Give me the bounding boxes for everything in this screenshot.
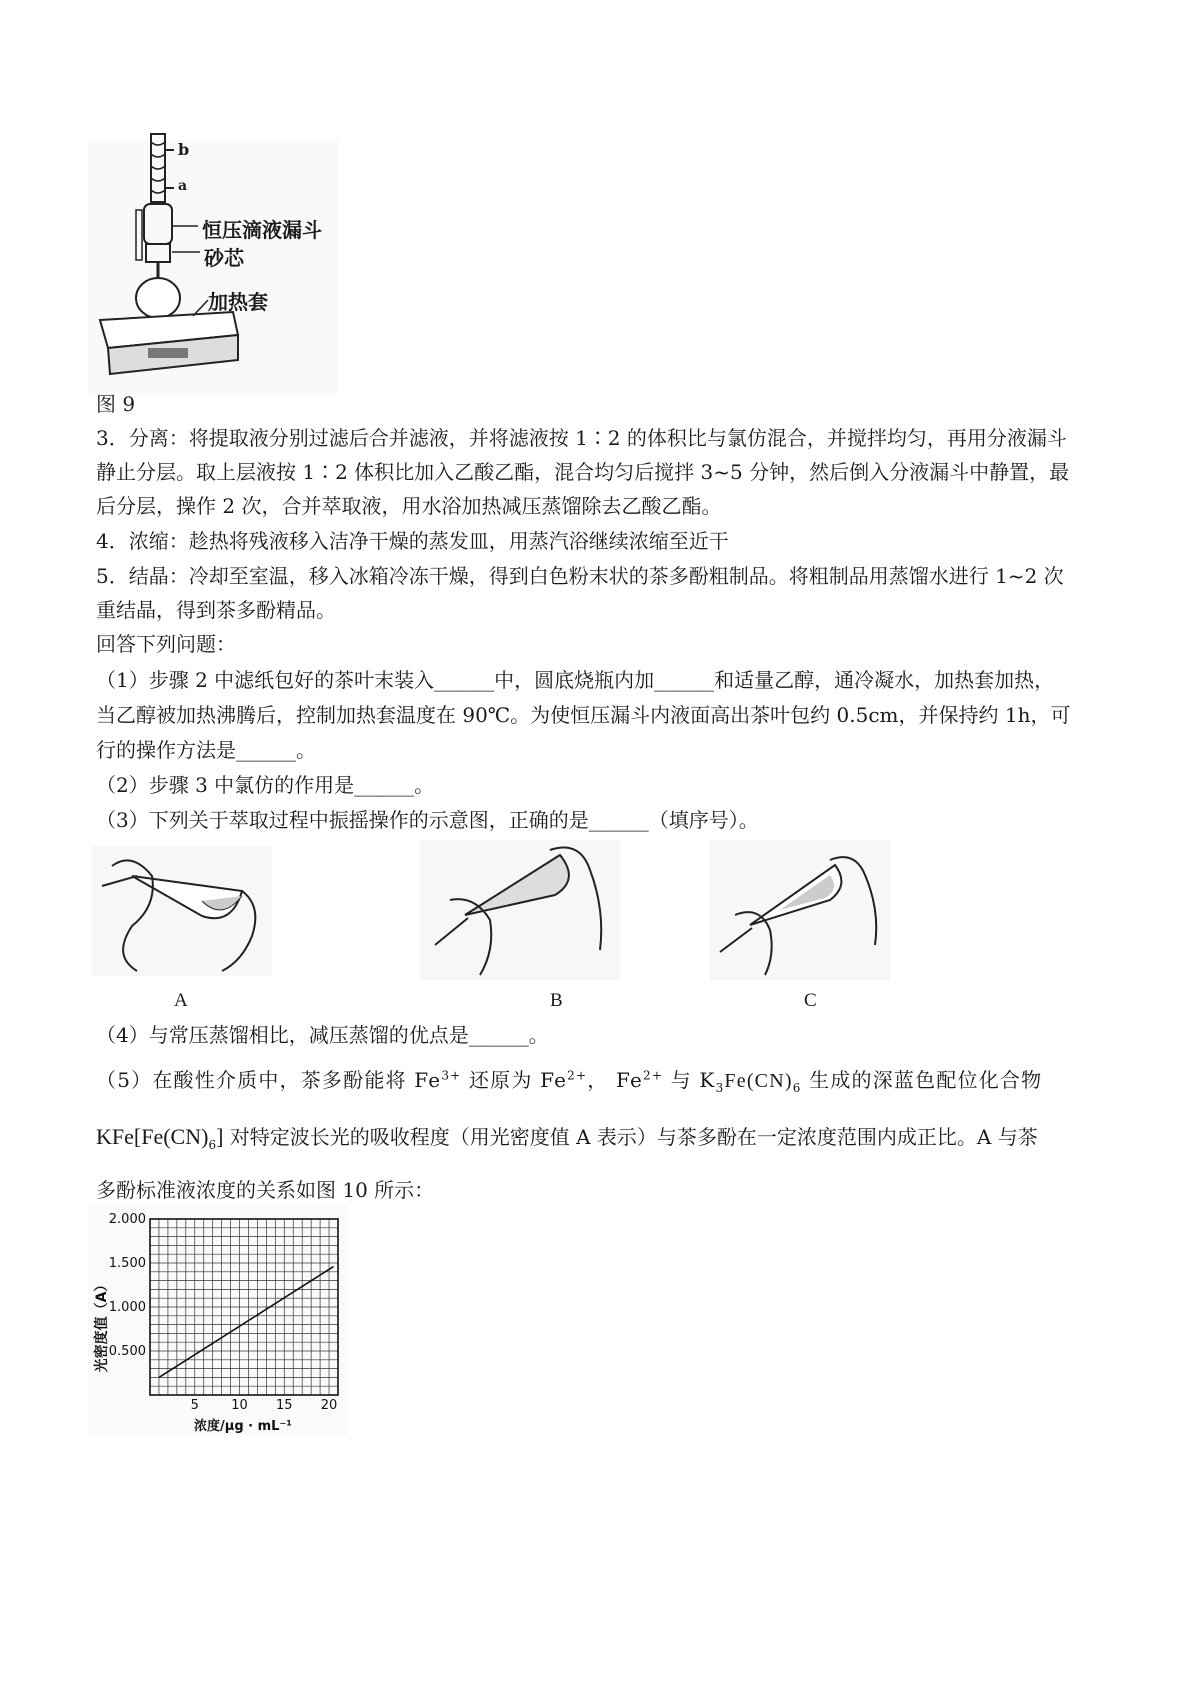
q5-line-2-text: 对特定波长光的吸收程度（用光密度值 A 表示）与茶多酚在一定浓度范围内成正比。A 与茶 — [223, 1125, 1038, 1149]
step-3-line-3: 后分层，操作 2 次，合并萃取液，用水浴加热减压蒸馏除去乙酸乙酯。 — [96, 494, 722, 518]
y-axis-label: 光密度值（A） — [94, 1277, 110, 1373]
complex-subscript: 6 — [208, 1138, 217, 1152]
x-tick-label: 15 — [276, 1398, 293, 1413]
step-4: 4．浓缩：趁热将残液移入洁净干燥的蒸发皿，用蒸汽浴继续浓缩至近干 — [96, 529, 729, 553]
step-3-line-2: 静止分层。取上层液按 1∶2 体积比加入乙酸乙酯，混合均匀后搅拌 3~5 分钟，然后倒入分液漏斗中静置，最 — [96, 460, 1070, 484]
hands-shaking-funnel-c-icon — [710, 840, 890, 980]
fe2-charge-2: 2+ — [643, 1068, 664, 1083]
question-5-line-1 — [96, 1068, 1043, 1095]
label-funnel: 恒压滴液漏斗 — [202, 218, 322, 242]
x-tick-label: 5 — [190, 1398, 199, 1413]
step-3-line-1: 3．分离：将提取液分别过滤后合并滤液，并将滤液按 1∶2 的体积比与氯仿混合，并搅拌均匀，再用分液漏斗 — [96, 426, 1067, 450]
step-5-line-1: 5．结晶：冷却至室温，移入冰箱冷冻干燥，得到白色粉末状的茶多酚粗制品。将粗制品用蒸馏水进行 1~2 次 — [96, 564, 1064, 588]
label-a: a — [178, 178, 188, 194]
figure-10-chart — [88, 1205, 348, 1435]
q5-formula: Fe(CN) — [724, 1070, 793, 1092]
option-a-label: A — [174, 990, 188, 1011]
q5-text-4: 与 K — [663, 1068, 716, 1092]
hands-shaking-funnel-a-icon — [92, 846, 272, 976]
q5-text-3: ， Fe — [587, 1068, 644, 1092]
k-subscript: 3 — [715, 1081, 725, 1095]
question-2: （2）步骤 3 中氯仿的作用是______。 — [96, 773, 435, 797]
apparatus-figure — [88, 130, 343, 400]
question-3: （3）下列关于萃取过程中振摇操作的示意图，正确的是______（填序号）。 — [96, 808, 759, 832]
fe3-charge: 3+ — [441, 1068, 462, 1083]
option-b-figure — [420, 840, 620, 980]
question-5-line-3: 多酚标准液浓度的关系如图 10 所示： — [96, 1178, 435, 1202]
option-c-figure — [710, 840, 890, 980]
label-sand-core: 砂芯 — [204, 246, 244, 270]
chart-svg — [88, 1205, 348, 1435]
y-tick-label: 1.000 — [108, 1300, 146, 1315]
label-mantle: 加热套 — [208, 290, 268, 314]
question-5-line-2 — [96, 1124, 1038, 1152]
q5-text-2: 还原为 Fe — [461, 1068, 568, 1092]
option-c-label: C — [804, 990, 817, 1011]
x-tick-label: 10 — [231, 1398, 248, 1413]
x-tick-label: 20 — [320, 1398, 338, 1413]
questions-intro: 回答下列问题： — [96, 632, 236, 656]
complex-bracket: ] — [216, 1124, 224, 1149]
question-1-line-1: （1）步骤 2 中滤纸包好的茶叶末装入______中，圆底烧瓶内加______和适量乙醇，通冷凝水，加热套加热， — [96, 668, 1055, 692]
figure-9-caption: 图 9 — [96, 392, 136, 416]
y-tick-label: 2.000 — [108, 1212, 146, 1227]
step-5-line-2: 重结晶，得到茶多酚精品。 — [96, 598, 336, 622]
label-b: b — [178, 140, 190, 159]
question-4: （4）与常压蒸馏相比，减压蒸馏的优点是______。 — [96, 1023, 549, 1047]
fe2-charge: 2+ — [567, 1068, 588, 1083]
y-tick-label: 1.500 — [108, 1256, 146, 1271]
option-a-figure — [92, 846, 272, 976]
question-1-line-3: 行的操作方法是______。 — [96, 738, 316, 762]
y-tick-label: 0.500 — [108, 1344, 146, 1359]
q5-text-6: 生成的深蓝色配位化合物 — [801, 1068, 1043, 1092]
option-b-label: B — [550, 990, 563, 1011]
q5-text-1: （5）在酸性介质中，茶多酚能将 Fe — [96, 1068, 442, 1092]
question-1-line-2: 当乙醇被加热沸腾后，控制加热套温度在 90℃。为使恒压漏斗内液面高出茶叶包约 0.5cm，并保持约 1h，可 — [96, 703, 1071, 727]
hands-shaking-funnel-b-icon — [420, 840, 620, 980]
complex-formula: KFe[Fe(CN) — [96, 1124, 209, 1149]
x-axis-label: 浓度/μg · mL⁻¹ — [194, 1419, 292, 1434]
cn-subscript: 6 — [792, 1081, 802, 1095]
